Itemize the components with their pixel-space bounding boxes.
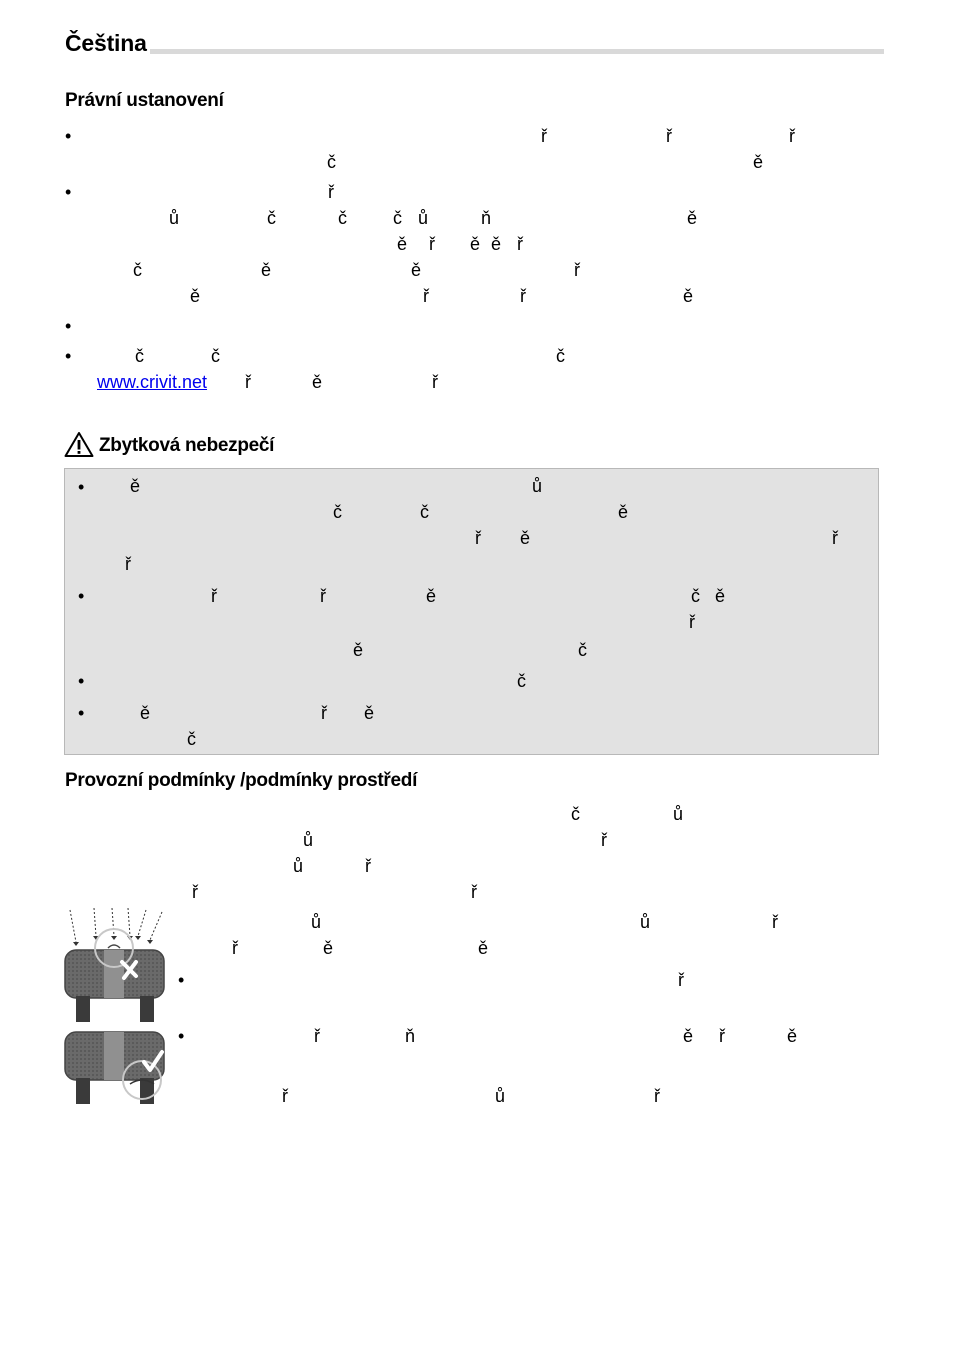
text-glyph: ě — [687, 208, 698, 228]
text-glyph: ř — [423, 286, 429, 306]
text-glyph: ř — [471, 882, 477, 902]
text-glyph: ů — [311, 912, 322, 932]
text-glyph: č — [556, 346, 565, 366]
text-glyph: ř — [314, 1026, 320, 1046]
bullet-marker: • — [178, 1026, 185, 1046]
bullet-marker: • — [78, 671, 85, 691]
bullet-marker: • — [78, 586, 85, 606]
text-glyph: ř — [654, 1086, 660, 1106]
text-glyph: č — [187, 729, 196, 749]
seat-rain-cross-icon — [64, 906, 168, 1024]
text-glyph: ř — [832, 528, 838, 548]
text-glyph: č — [517, 671, 526, 691]
hazards-box — [64, 468, 879, 755]
text-glyph: ě — [478, 938, 489, 958]
text-glyph: ů — [303, 830, 314, 850]
text-glyph: ř — [772, 912, 778, 932]
bullet-marker: • — [78, 703, 85, 723]
text-glyph: ů — [532, 476, 543, 496]
text-glyph: ě — [130, 476, 141, 496]
text-glyph: ř — [432, 372, 438, 392]
text-glyph: ě — [683, 1026, 694, 1046]
text-glyph: ě — [323, 938, 334, 958]
text-glyph: ř — [282, 1086, 288, 1106]
text-glyph: ě — [312, 372, 323, 392]
text-glyph: ř — [689, 612, 695, 632]
text-glyph: č — [267, 208, 276, 228]
bullet-marker: • — [178, 970, 185, 990]
warning-triangle-icon — [64, 431, 94, 458]
section-heading-legal: Právní ustanovení — [65, 90, 224, 111]
page-title: Čeština — [65, 30, 147, 56]
text-glyph: č — [327, 152, 336, 172]
text-glyph: ů — [418, 208, 429, 228]
text-glyph: ě — [353, 640, 364, 660]
bullet-marker: • — [65, 346, 72, 366]
text-glyph: ř — [719, 1026, 725, 1046]
text-glyph: ě — [364, 703, 375, 723]
text-glyph: ů — [673, 804, 684, 824]
text-glyph: ř — [475, 528, 481, 548]
text-glyph: ř — [601, 830, 607, 850]
text-glyph: ř — [125, 554, 131, 574]
text-glyph: ř — [328, 182, 334, 202]
text-glyph: č — [691, 586, 700, 606]
text-glyph: ě — [520, 528, 531, 548]
bullet-marker: • — [65, 126, 72, 146]
text-glyph: č — [420, 502, 429, 522]
text-glyph: č — [338, 208, 347, 228]
text-glyph: ř — [232, 938, 238, 958]
seat-check-icon — [64, 1030, 168, 1106]
text-glyph: ř — [541, 126, 547, 146]
text-glyph: ě — [753, 152, 764, 172]
text-glyph: ř — [320, 586, 326, 606]
text-glyph: ř — [789, 126, 795, 146]
text-glyph: ň — [405, 1026, 416, 1046]
text-glyph: ě — [787, 1026, 798, 1046]
text-glyph: ě — [140, 703, 151, 723]
text-glyph: č — [393, 208, 402, 228]
text-glyph: ě — [715, 586, 726, 606]
text-glyph: ř — [520, 286, 526, 306]
text-glyph: č — [135, 346, 144, 366]
text-glyph: ě — [261, 260, 272, 280]
text-glyph: ů — [640, 912, 651, 932]
text-glyph: ě — [491, 234, 502, 254]
text-glyph: ř — [666, 126, 672, 146]
text-glyph: č — [133, 260, 142, 280]
text-glyph: ě — [426, 586, 437, 606]
text-glyph: ř — [321, 703, 327, 723]
text-glyph: ů — [169, 208, 180, 228]
title-rule — [150, 49, 884, 54]
section-heading-hazards: Zbytková nebezpečí — [99, 435, 275, 456]
website-link[interactable]: www.crivit.net — [97, 372, 208, 392]
bullet-marker: • — [65, 182, 72, 202]
text-glyph: ň — [481, 208, 492, 228]
text-glyph: ů — [293, 856, 304, 876]
text-glyph: ě — [618, 502, 629, 522]
text-glyph: ř — [245, 372, 251, 392]
text-glyph: ě — [397, 234, 408, 254]
bullet-marker: • — [78, 477, 85, 497]
text-glyph: ř — [678, 970, 684, 990]
text-glyph: ů — [495, 1086, 506, 1106]
text-glyph: ř — [211, 586, 217, 606]
text-glyph: ě — [683, 286, 694, 306]
text-glyph: č — [571, 804, 580, 824]
bullet-marker: • — [65, 316, 72, 336]
text-glyph: ř — [517, 234, 523, 254]
text-glyph: č — [211, 346, 220, 366]
text-glyph: ř — [429, 234, 435, 254]
text-glyph: ř — [365, 856, 371, 876]
section-heading-conditions: Provozní podmínky /podmínky prostředí — [65, 770, 418, 791]
text-glyph: ř — [574, 260, 580, 280]
text-glyph: ě — [411, 260, 422, 280]
text-glyph: č — [578, 640, 587, 660]
text-glyph: ě — [470, 234, 481, 254]
text-glyph: ě — [190, 286, 201, 306]
text-glyph: č — [333, 502, 342, 522]
text-glyph: ř — [192, 882, 198, 902]
